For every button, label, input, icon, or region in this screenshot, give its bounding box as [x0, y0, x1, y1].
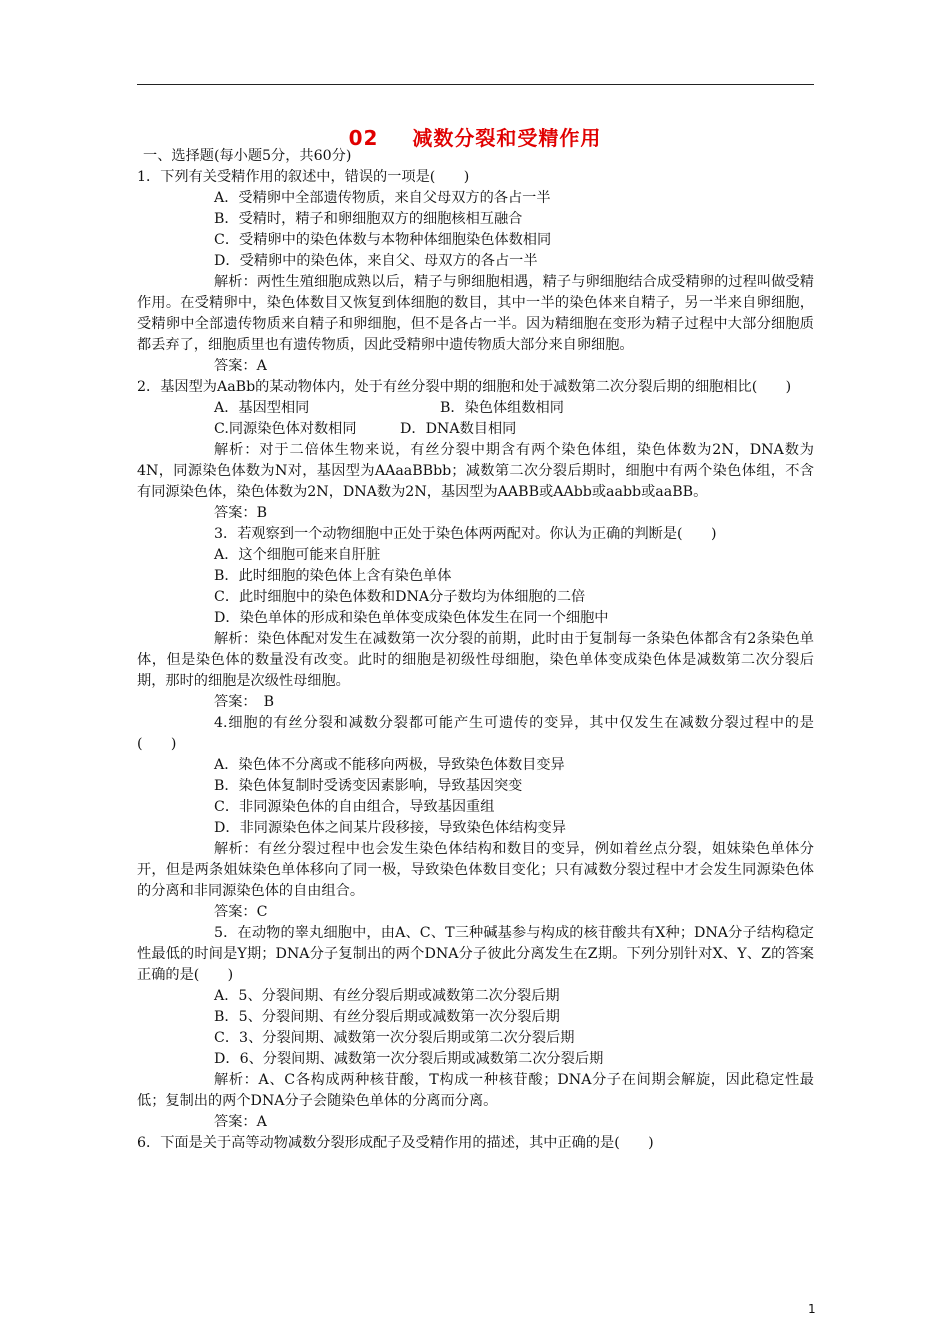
question-5-stem: 5．在动物的睾丸细胞中，由A、C、T三种碱基参与构成的核苷酸共有X种；DNA分子结构稳定性最低的时间是Y期；DNA分子复制出的两个DNA分子彼此分离发生在Z期。下列分别针对X、Y、Z的答案正确的是( )	[137, 925, 814, 983]
header-rule	[137, 84, 814, 85]
question-4-analysis: 解析：有丝分裂过程中也会发生染色体结构和数目的变异，例如着丝点分裂，姐妹染色单体分开，但是两条姐妹染色单体移向了同一极，导致染色体数目变化；只有减数分裂过程中才会发生同源染色体的分离和非同源染色体的自由组合。	[137, 841, 814, 899]
question-4-option-b: B．染色体复制时受诱变因素影响，导致基因突变	[214, 778, 523, 794]
question-2-options-row-1	[137, 398, 814, 419]
question-5-option-b: B．5、分裂间期、有丝分裂后期或减数第一次分裂后期	[214, 1009, 560, 1025]
question-3-answer: 答案： B	[214, 694, 275, 710]
question-5-option-d: D．6、分裂间期、减数第一次分裂后期或减数第二次分裂后期	[214, 1051, 604, 1067]
question-5-analysis: 解析：A、C各构成两种核苷酸，T构成一种核苷酸；DNA分子在间期会解旋，因此稳定性最低；复制出的两个DNA分子会随染色单体的分离而分离。	[137, 1072, 814, 1109]
question-1-option-b: B．受精时，精子和卵细胞双方的细胞核相互融合	[214, 211, 523, 227]
chapter-title: 减数分裂和受精作用	[412, 126, 602, 150]
question-3-option-c: C．此时细胞中的染色体数和DNA分子数均为体细胞的二倍	[214, 589, 586, 605]
question-1-option-d: D．受精卵中的染色体，来自父、母双方的各占一半	[214, 253, 538, 269]
question-1-option-a: A．受精卵中全部遗传物质，来自父母双方的各占一半	[214, 190, 551, 206]
question-1-stem: 1．下列有关受精作用的叙述中，错误的一项是( )	[137, 169, 470, 185]
question-2-options-row-2	[137, 419, 814, 440]
question-4-answer: 答案：C	[214, 904, 268, 920]
page-number: 1	[808, 1302, 816, 1316]
question-4-option-d: D．非同源染色体之间某片段移接，导致染色体结构变异	[214, 820, 566, 836]
question-5-option-c: C．3、分裂间期、减数第一次分裂后期或第二次分裂后期	[214, 1030, 575, 1046]
question-2-stem: 2．基因型为AaBb的某动物体内，处于有丝分裂中期的细胞和处于减数第二次分裂后期的细胞相比( )	[137, 379, 792, 395]
question-2-option-c: C.同源染色体对数相同	[214, 421, 357, 437]
question-2-analysis: 解析：对于二倍体生物来说，有丝分裂中期含有两个染色体组，染色体数为2N，DNA数为4N，同源染色体数为N对，基因型为AAaaBBbb；减数第二次分裂后期时，细胞中有两个染色体组，不含有同源染色体，染色体数为2N，DNA数为2N，基因型为AABB或AAbb或aabb或aaBB。	[137, 442, 814, 500]
question-3-option-d: D．染色单体的形成和染色单体变成染色体发生在同一个细胞中	[214, 610, 609, 626]
question-5-answer: 答案：A	[214, 1114, 267, 1130]
question-2-option-d: D．DNA数目相同	[400, 421, 517, 437]
question-3-option-a: A．这个细胞可能来自肝脏	[214, 547, 381, 563]
question-4-option-a: A．染色体不分离或不能移向两极，导致染色体数目变异	[214, 757, 565, 773]
question-2-option-a: A．基因型相同	[214, 400, 310, 416]
question-3-option-b: B．此时细胞的染色体上含有染色单体	[214, 568, 452, 584]
question-1-option-c: C．受精卵中的染色体数与本物种体细胞染色体数相同	[214, 232, 552, 248]
question-1-answer: 答案：A	[214, 358, 267, 374]
question-4-stem: 4.细胞的有丝分裂和减数分裂都可能产生可遗传的变异，其中仅发生在减数分裂过程中的是( )	[137, 715, 814, 752]
question-3-analysis: 解析：染色体配对发生在减数第一次分裂的前期，此时由于复制每一条染色体都含有2条染色单体，但是染色体的数量没有改变。此时的细胞是初级性母细胞，染色单体变成染色体是减数第二次分裂后期，那时的细胞是次级性母细胞。	[137, 631, 814, 689]
chapter-number: 02	[348, 126, 379, 150]
question-6-stem: 6．下面是关于高等动物减数分裂形成配子及受精作用的描述，其中正确的是( )	[137, 1135, 654, 1151]
document-body	[137, 146, 814, 1154]
question-2-answer: 答案：B	[214, 505, 267, 521]
question-1-analysis: 解析：两性生殖细胞成熟以后，精子与卵细胞相遇，精子与卵细胞结合成受精卵的过程叫做受精作用。在受精卵中，染色体数目又恢复到体细胞的数目，其中一半的染色体来自精子，另一半来自卵细胞，受精卵中全部遗传物质来自精子和卵细胞，但不是各占一半。因为精细胞在变形为精子过程中大部分细胞质都丢弃了，细胞质里也有遗传物质，因此受精卵中遗传物质大部分来自卵细胞。	[137, 274, 814, 353]
question-3-stem: 3．若观察到一个动物细胞中正处于染色体两两配对。你认为正确的判断是( )	[214, 526, 717, 542]
question-5-option-a: A．5、分裂间期、有丝分裂后期或减数第二次分裂后期	[214, 988, 560, 1004]
section-heading: 一、选择题(每小题5分，共60分)	[143, 148, 352, 164]
question-4-option-c: C．非同源染色体的自由组合，导致基因重组	[214, 799, 495, 815]
question-2-option-b: B．染色体组数相同	[440, 400, 564, 416]
